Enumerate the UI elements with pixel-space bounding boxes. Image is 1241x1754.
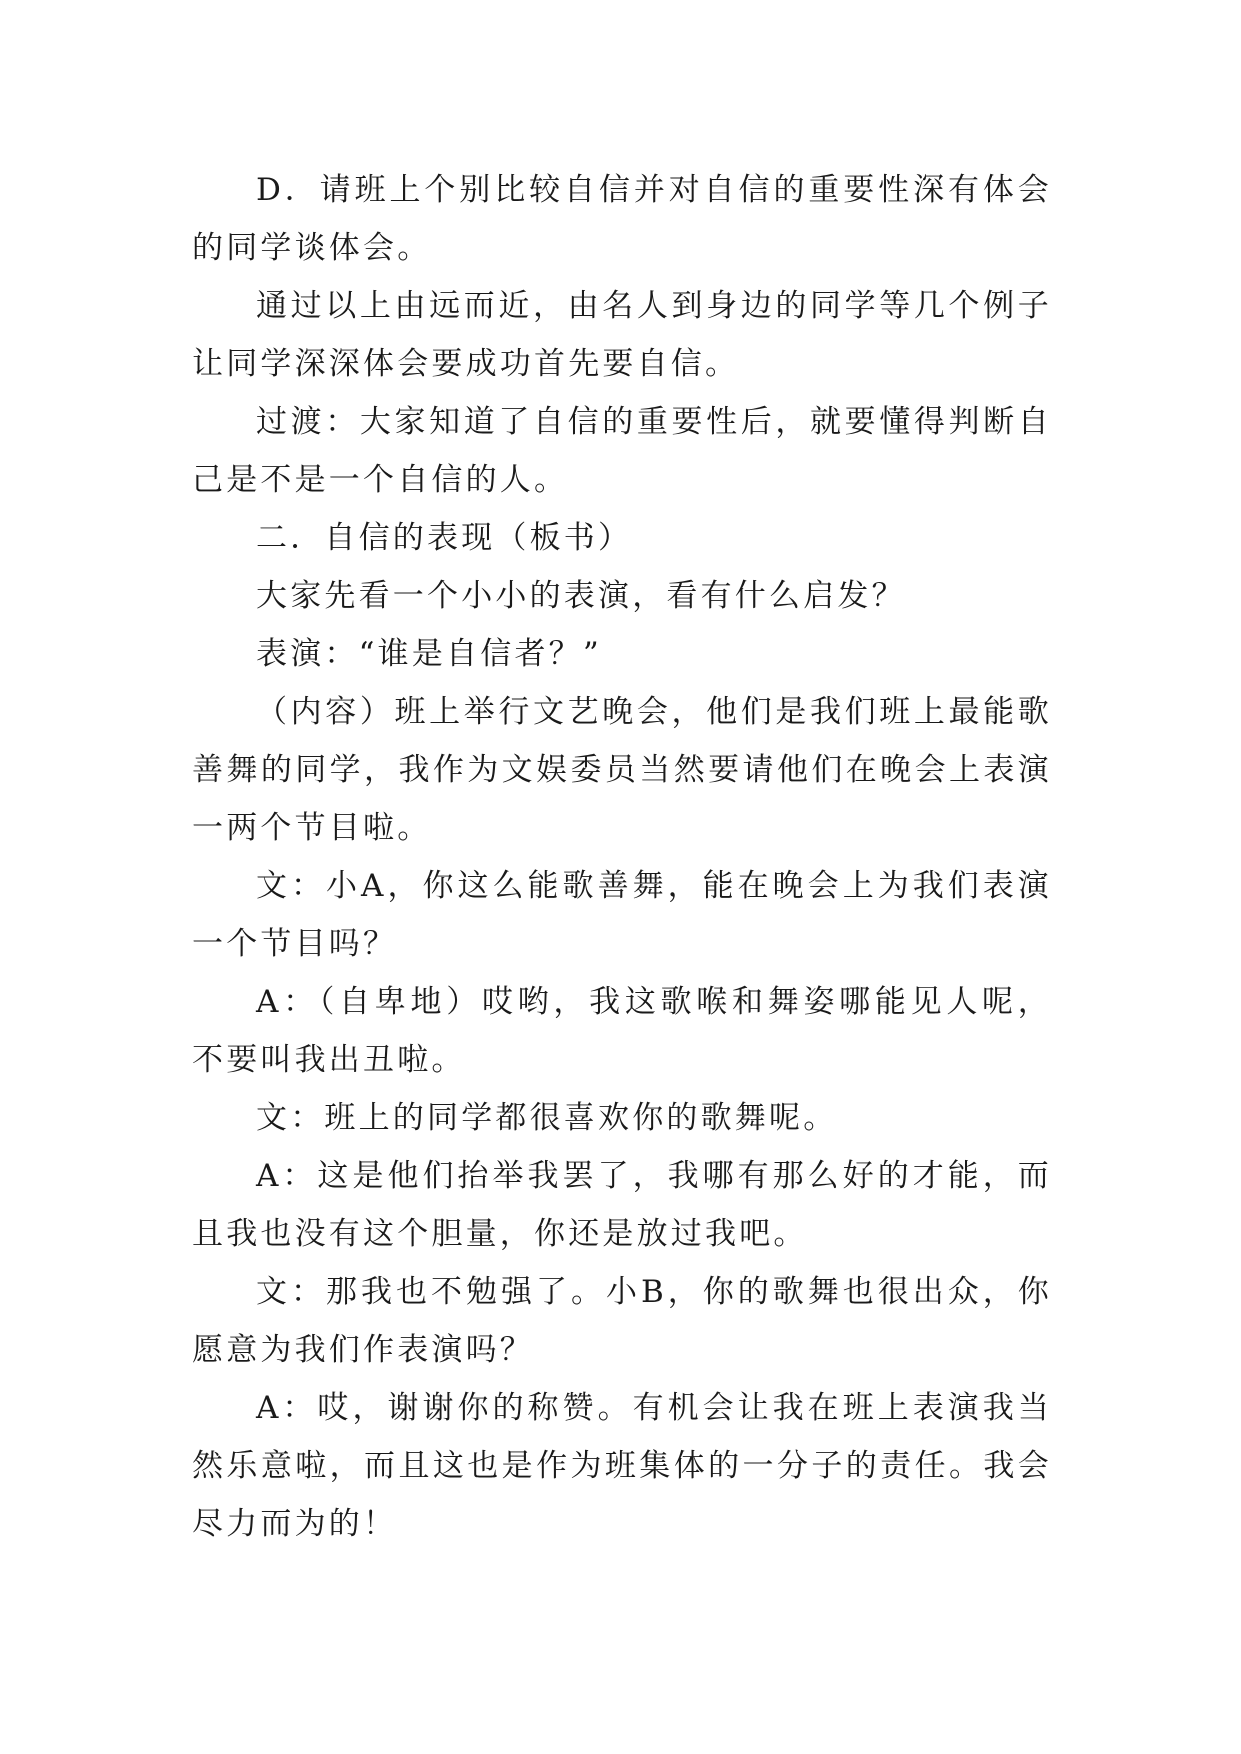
paragraph-content: （内容）班上举行文艺晚会，他们是我们班上最能歌善舞的同学，我作为文娱委员当然要请他们在晚会上表演一两个节目啦。 (192, 694, 1052, 846)
dialogue-line: 文：那我也不勉强了。小B，你的歌舞也很出众，你愿意为我们作表演吗？ (192, 1274, 1052, 1368)
paragraph-transition: 过渡：大家知道了自信的重要性后，就要懂得判断自己是不是一个自信的人。 (192, 404, 1052, 498)
performance-title: 表演：“谁是自信者？” (256, 636, 602, 672)
paragraph-intro: 大家先看一个小小的表演，看有什么启发？ (256, 578, 906, 614)
dialogue-line: A：哎，谢谢你的称赞。有机会让我在班上表演我当然乐意啦，而且这也是作为班集体的一分子的责任。我会尽力而为的！ (192, 1390, 1052, 1542)
dialogue-line: A：（自卑地）哎哟，我这歌喉和舞姿哪能见人呢，不要叫我出丑啦。 (192, 984, 1052, 1078)
dialogue-line: 文：班上的同学都很喜欢你的歌舞呢。 (256, 1100, 838, 1136)
section-heading: 二．自信的表现（板书） (256, 520, 633, 556)
body-text (192, 161, 1052, 1553)
dialogue-line: 文：小A，你这么能歌善舞，能在晚会上为我们表演一个节目吗？ (192, 868, 1052, 962)
paragraph-summary: 通过以上由远而近，由名人到身边的同学等几个例子让同学深深体会要成功首先要自信。 (192, 288, 1052, 382)
dialogue-line: A：这是他们抬举我罢了，我哪有那么好的才能，而且我也没有这个胆量，你还是放过我吧。 (192, 1158, 1052, 1252)
paragraph-item-d: D．请班上个别比较自信并对自信的重要性深有体会的同学谈体会。 (192, 172, 1052, 266)
